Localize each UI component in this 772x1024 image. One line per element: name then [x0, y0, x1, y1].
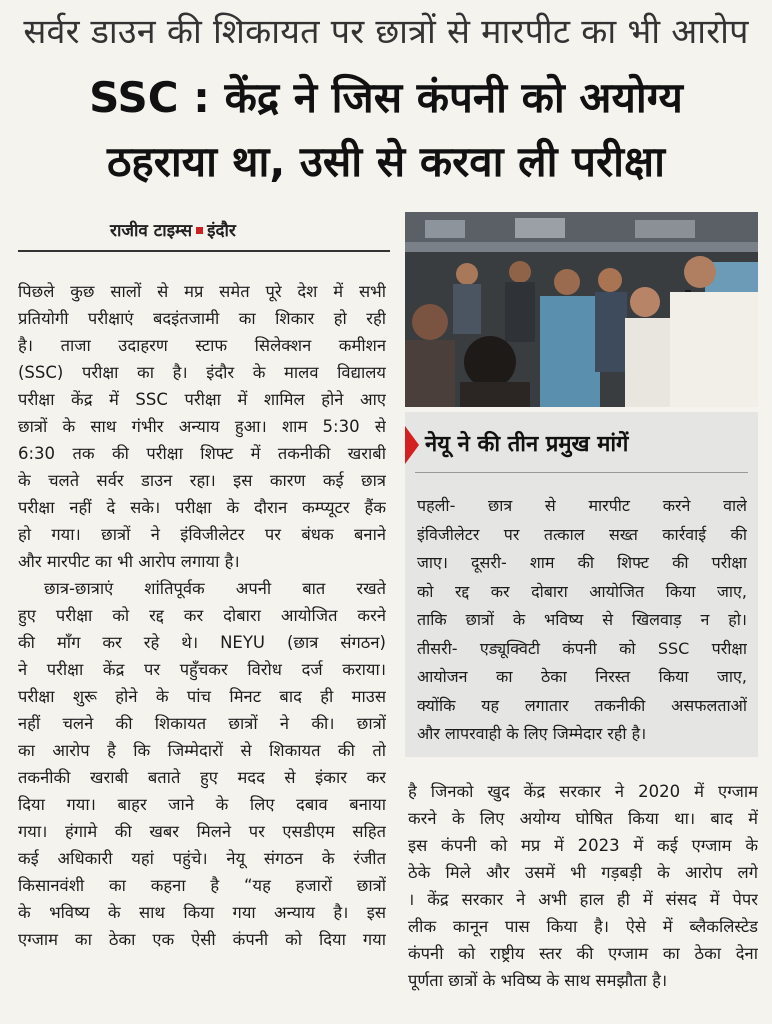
sidebar-title: नेयू ने की तीन प्रमुख मांगें: [425, 432, 629, 457]
article-line: छात्र-छात्राएं शांतिपूर्वक अपनी बात रखते: [44, 579, 386, 598]
article-line: है जिनको खुद केंद्र सरकार ने 2020 में एग्जाम: [408, 782, 758, 801]
article-line: का आरोप है कि जिम्मेदारों से शिकायत की तो: [18, 741, 386, 760]
article-right-column: [408, 778, 758, 994]
article-line: करने के लिए अयोग्य घोषित किया था। बाद में: [408, 809, 758, 828]
sidebar-line: पहली- छात्र से मारपीट करने वाले: [417, 496, 747, 515]
sidebar-line: जाए। दूसरी- शाम की शिफ्ट की परीक्षा: [417, 553, 747, 572]
byline-source: राजीव टाइम्स: [110, 221, 193, 241]
bullet-square-icon: [196, 227, 203, 234]
article-line: की माँग कर रहे थे। NEYU (छात्र संगठन): [18, 633, 386, 652]
article-line: हुए परीक्षा को रद्द कर दोबारा आयोजित करने: [18, 606, 386, 625]
byline: [110, 218, 236, 241]
headline-line-2: ठहराया था, उसी से करवा ली परीक्षा: [106, 137, 665, 186]
article-line: परीक्षा नहीं दे सके। परीक्षा के दौरान कम्प्यूटर हैंक: [18, 498, 386, 517]
article-line: तकनीकी खराबी बताते हुए मदद से इंकार कर: [18, 768, 386, 787]
byline-divider: [18, 250, 390, 252]
article-line: प्रतियोगी परीक्षाएं बदइंतजामी का शिकार हो रही: [18, 309, 386, 328]
sidebar-line: क्योंकि यह लगातार तकनीकी असफलताओं: [417, 695, 747, 715]
article-line: और मारपीट का भी आरोप लगाया है।: [18, 552, 240, 571]
article-line: है। ताजा उदाहरण स्टाफ सिलेक्शन कमीशन: [18, 336, 386, 355]
article-line: नहीं चलने की शिकायत छात्रों ने की। छात्रों: [18, 714, 386, 733]
article-line: 6:30 तक की परीक्षा शिफ्ट में तकनीकी खराबी: [18, 444, 386, 463]
article-line: परीक्षा केंद्र में SSC परीक्षा में शामिल होने आए: [18, 390, 386, 409]
article-line: दिया गया। बाहर जाने के लिए दबाव बनाया: [18, 795, 386, 814]
sidebar-line: को रद्द कर दोबारा आयोजित किया जाए,: [417, 581, 747, 601]
article-line: ने परीक्षा केंद्र पर पहुँचकर विरोध दर्ज कराया।: [18, 660, 386, 679]
sidebar-line: ताकि छात्रों के भविष्य से खिलवाड़ न हो।: [417, 610, 747, 629]
article-line: किसानवंशी का कहना है “यह हजारों छात्रों: [18, 876, 386, 895]
sidebar-line: तीसरी- एड्यूक्विटी कंपनी को SSC परीक्षा: [417, 638, 747, 658]
article-line: कई अधिकारी यहां पहुंचे। नेयू संगठन के रंजीत: [18, 849, 386, 868]
article-line: परीक्षा शुरू होने के पांच मिनट बाद ही माउस: [18, 687, 386, 706]
sidebar-line: आयोजन का ठेका निरस्त किया जाए,: [417, 667, 747, 686]
article-line: छात्रों के साथ गंभीर अन्याय हुआ। शाम 5:30 से: [18, 417, 386, 436]
main-headline: [0, 66, 772, 194]
sidebar-divider: [415, 472, 748, 473]
sidebar-line: और लापरवाही के लिए जिम्मेदार रही है।: [417, 724, 647, 743]
article-left-column: [18, 278, 386, 953]
crowd-photo-illustration: [405, 212, 758, 407]
kicker-headline: सर्वर डाउन की शिकायत पर छात्रों से मारपीट का भी आरोप: [23, 12, 749, 52]
article-line: गया। हंगामे की खबर मिलने पर एसडीएम सहित: [18, 822, 386, 841]
headline-line-1: SSC : केंद्र ने जिस कंपनी को अयोग्य: [89, 73, 683, 122]
byline-place: इंदौर: [207, 221, 236, 241]
red-triangle-icon: [405, 426, 419, 464]
news-photo: [405, 212, 758, 407]
article-line: के चलते सर्वर डाउन रहा। इस कारण कई छात्र: [18, 471, 386, 490]
sidebar-line: इंविजीलेटर पर तत्काल सख्त कार्रवाई की: [417, 524, 747, 544]
article-line: पूर्णता छात्रों के भविष्य के साथ समझौता है।: [408, 971, 668, 990]
article-line: ठेके मिले और उसमें भी गड़बड़ी के आरोप लगे: [408, 863, 758, 882]
demands-sidebar: [405, 412, 758, 757]
article-line: । केंद्र सरकार ने अभी हाल ही में संसद में पेपर: [408, 890, 758, 909]
article-line: के भविष्य के साथ किया गया अन्याय है। इस: [18, 903, 386, 922]
article-line: एग्जाम का ठेका एक ऐसी कंपनी को दिया गया: [18, 930, 386, 949]
article-line: इस कंपनी को मप्र में 2023 में कई एग्जाम के: [408, 836, 758, 855]
article-line: पिछले कुछ सालों से मप्र समेत पूरे देश में सभी: [18, 282, 386, 301]
article-line: (SSC) परीक्षा का है। इंदौर के मालव विद्यालय: [18, 363, 386, 382]
sidebar-header: [405, 422, 758, 468]
sidebar-body: [417, 492, 747, 749]
article-line: लीक कानून पास किया है। ऐसे में ब्लैकलिस्टेड: [408, 917, 758, 936]
article-line: कंपनी को राष्ट्रीय स्तर की एग्जाम का ठेका देना: [408, 944, 758, 963]
article-line: हो गया। छात्रों ने इंविजीलेटर पर बंधक बनाने: [18, 525, 386, 544]
